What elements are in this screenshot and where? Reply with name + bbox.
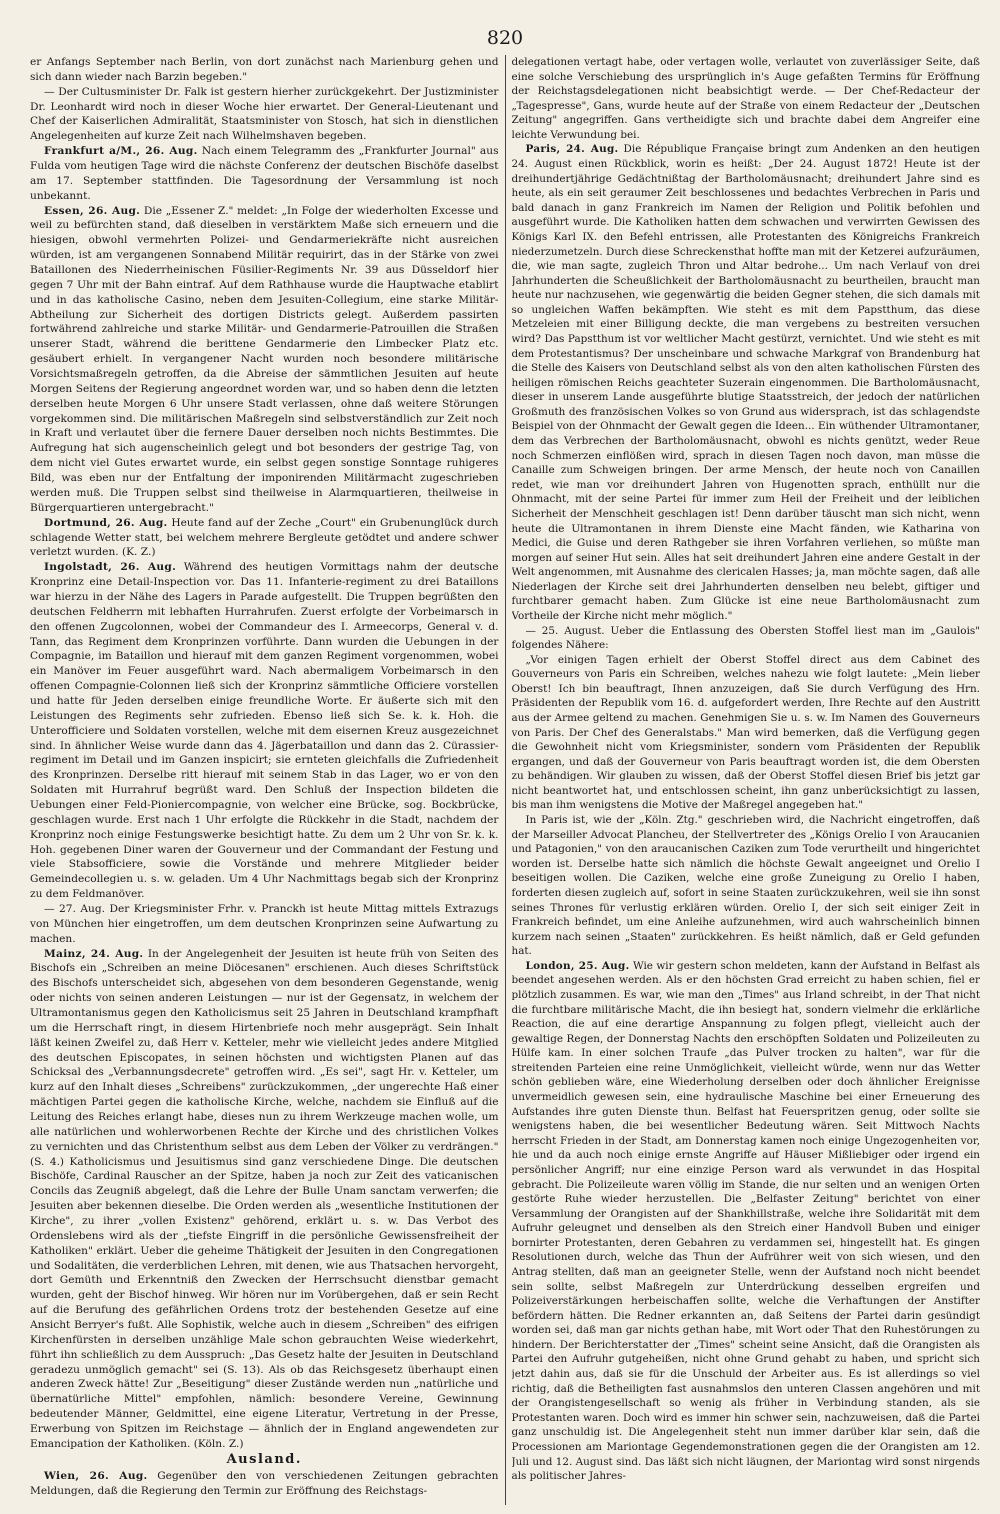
article-text: — 25. August. Ueber die Entlassung des Obersten Stoffel liest man im „Gaulois" folgendes Nähere: <box>511 624 980 652</box>
dateline: Essen, 26. Aug. <box>44 204 141 217</box>
article-paragraph <box>30 902 499 947</box>
article-text: — 27. Aug. Der Kriegsminister Frhr. v. Pranckh ist heute Mittag mittels Extrazugs von München hier eingetroffen, um dem deutschen Kronprinzen seine Aufwartung zu machen. <box>30 902 499 945</box>
dateline: Wien, 26. Aug. <box>44 1469 148 1482</box>
article-text: In Paris ist, wie der „Köln. Ztg." geschrieben wird, die Nachricht eingetroffen, daß der Marseiller Advocat Plancheu, der Stellvertreter des „Königs Orelio I von Araucanien und Patagonien," von den araucanischen Caziken zum Tode verurtheilt und hingerichtet worden ist. Derselbe hatte sich nämlich die höchste Gewalt angeeignet und Orelio I beseitigen wollen. Die Caziken, welche eine große Zuneigung zu Orelio I haben, forderten diesen zugleich auf, sofort in seine Staaten zurückzukehren, weil sie ihn sonst seines Thrones für verlustig erklären würden. Orelio I, der sich seit einiger Zeit in Frankreich befindet, um eine Anleihe aufzunehmen, wird auch wahrscheinlich binnen kurzem nach seinen „Staaten" zurückkehren. Es heißt nämlich, daß er Geld gefunden hat. <box>511 814 980 958</box>
right-column <box>512 55 981 1505</box>
article-paragraph <box>30 85 499 144</box>
article-paragraph <box>512 142 981 623</box>
article-text: In der Angelegenheit der Jesuiten ist heute früh von Seiten des Bischofs ein „Schreiben an meine Diöcesanen" erschienen. Auch dieses Schriftstück des Bischofs unterscheidet sich, abgesehen von dem besonderen Gegenstande, wenig oder nichts von seinen anderen Leistungen — nur ist der Gegensatz, in welchem der Ultramontanismus gegen den Katholicismus seit 25 Jahren in Deutschland krampfhaft um die Herrschaft ringt, in diesem Hirtenbriefe noch mehr ausgeprägt. Sein Inhalt läßt keinen Zweifel zu, daß Herr v. Ketteler, mehr wie vielleicht jedes andere Mitglied des deutschen Episcopates, in seinen höchsten und wichtigsten Planen auf das Schicksal des „Verbannungsdecrete" getroffen wird. „Es sei", sagt Hr. v. Ketteler, um kurz auf den Inhalt dieses „Schreibens" zurückzukommen, „der ungerechte Haß einer mächtigen Partei gegen die katholische Kirche, welche, nachdem sie Einfluß auf die Leitung des Reiches erlangt habe, dieses nun zu ihrem Werkzeuge machen wolle, um alle natürlichen und wohlerworbenen Rechte der Kirche und des christlichen Volkes zu vernichten und das Christenthum selbst aus dem Leben der Völker zu verdrängen." (S. 4.) Katholicismus und Jesuitismus sind ganz verschiedene Dinge. Die deutschen Bischöfe, Cardinal Rauscher an der Spitze, haben ja noch zur Zeit des vaticanischen Concils das Zeugniß abgelegt, daß die Lehre der Bulle Unam sanctam verwerfen; die Jesuiten aber bekennen dieselbe. Die Orden werden als „wesentliche Institutionen der Kirche", zu ihrer „vollen Existenz" gehörend, erklärt u. s. w. Das Verbot des Ordenslebens wird als der „tiefste Eingriff in die persönliche Gewissensfreiheit der Katholiken" erklärt. Ueber die geheime Thätigkeit der Jesuiten in den Congregationen und Sodalitäten, die verderblichen Lehren, mit denen, wie aus Thatsachen hervorgeht, dort Gemüth und Erkenntniß den Zwecken der Herrschsucht dienstbar gemacht wurden, geht der Bischof hinweg. Wir hören nur im Vorübergehen, daß er sein Recht auf die Berufung des gefährlichen Ordens trotz der bestehenden Gesetze auf eine Ansicht Berryer's fußt. Alle Sophistik, welche auch in diesem „Schreiben" des eifrigen Kirchenfürsten in derselben unzählige Male schon gebrauchten Weise wiederkehrt, führt ihn schließlich zu dem Ausspruch: „Das Gesetz halte der Jesuiten in Deutschland geradezu unmöglich gemacht" sei (S. 13). Als ob das Reichsgesetz überhaupt einen anderen Zweck hätte! Zur „Beseitigung" dieser Zustände werden nun „natürliche und übernatürliche Mittel" empfohlen, nämlich: besondere Vereine, Gewinnung bedeutender Männer, Geldmittel, eine eigene Literatur, Vertretung in der Presse, Erwerbung von Spitzen im Reichstage — ähnlich der in England angewendeten zur Emancipation der Katholiken. (Köln. Z.) <box>30 947 499 1450</box>
dateline: Ingolstadt, 26. Aug. <box>44 561 177 574</box>
section-heading: Ausland. <box>226 1451 302 1467</box>
article-paragraph <box>512 653 981 813</box>
article-text: delegationen vertagt habe, oder vertagen wolle, verlautet von zuverlässiger Seite, daß eine solche Verschiebung des ursprünglich in's Auge gefaßten Termins für Eröffnung der Reichstagsdelegationen nicht beabsichtigt werde. — Der Chef-Redacteur der „Tagespresse", Gans, wurde heute auf der Straße von einem Redacteur der „Deutschen Zeitung" angegriffen. Gans vertheidigte sich und brachte dabei dem Angreifer eine leichte Verwundung bei. <box>511 56 980 141</box>
article-text: Heute fand auf der Zeche „Court" ein Grubenunglück durch schlagende Wetter statt, bei welchem mehrere Bergleute getödtet und andere schwer verletzt wurden. (K. Z.) <box>30 516 499 559</box>
article-paragraph <box>30 204 499 516</box>
article-text: — Der Cultusminister Dr. Falk ist gestern hierher zurückgekehrt. Der Justizminister Dr. Leonhardt wird noch in dieser Woche hier erwartet. Der General-Lieutenant und Chef der Kaiserlichen Admiralität, Staatsminister von Stosch, hat sich in dienstlichen Angelegenheiten auf kurze Zeit nach Wilhelmshaven begeben. <box>30 85 499 143</box>
page-number: 820 <box>486 27 524 49</box>
article-paragraph <box>30 55 499 85</box>
article-paragraph <box>30 1469 499 1499</box>
dateline: Dortmund, 26. Aug. <box>44 516 168 529</box>
article-paragraph <box>512 55 981 142</box>
dateline: Mainz, 24. Aug. <box>44 947 144 960</box>
article-text: Gegenüber den von verschiedenen Zeitungen gebrachten Meldungen, daß die Regierung den Termin zur Eröffnung des Reichstags- <box>30 1469 499 1497</box>
left-column <box>30 55 499 1505</box>
article-paragraph <box>512 813 981 959</box>
article-paragraph <box>30 560 499 902</box>
article-text: Während des heutigen Vormittags nahm der deutsche Kronprinz eine Detail-Inspection vor. Das 11. Infanterie-regiment zu drei Bataillons war hierzu in der Nähe des Lagers in Parade aufgestellt. Die Truppen begrüßten den deutschen Feldherrn mit lebhaften Hurrahrufen. Zuerst erfolgte der Vorbeimarsch in den offenen Zugcolonnen, wobei der Commandeur des I. Armeecorps, General v. d. Tann, das Regiment dem Kronprinzen vorführte. Dann wurden die Uebungen in der Compagnie, im Bataillon und hierauf mit dem ganzen Regiment vorgenommen, wobei ein Manöver im Feuer ausgeführt ward. Nach abermaligem Vorbeimarsch in den offenen Compagnie-Colonnen ließ sich der Kronprinz sämmtliche Officiere vorstellen und hatte für Jeden derselben einige freundliche Worte. Er äußerte sich mit den Leistungen des Regiments sehr zufrieden. Ebenso ließ sich Se. k. k. Hoh. die Unterofficiere und Soldaten vorstellen, welche mit dem eisernen Kreuz ausgezeichnet sind. In ähnlicher Weise wurde dann das 4. Jägerbataillon und dann das 2. Cürassier-regiment im Detail und im Ganzen inspicirt; sie ernteten gleichfalls die Zufriedenheit des Kronprinzen. Derselbe ritt hierauf mit seinem Stab in das Lager, wo er von den Soldaten mit Hurrahruf begrüßt ward. Den Schluß der Inspection bildeten die Uebungen einer Feld-Pioniercompagnie, von welcher eine Brücke, sog. Bockbrücke, geschlagen wurde. Erst nach 1 Uhr erfolgte die Rückkehr in die Stadt, nachdem der Kronprinz noch einige Festungswerke besichtigt hatte. Zu dem um 2 Uhr von Sr. k. k. Hoh. gegebenen Diner waren der Gouverneur und der Commandant der Festung und viele Stabsofficiere, sowie die Vorstände und mehrere Mitglieder beider Gemeindecollegien u. s. w. geladen. Um 4 Uhr Nachmittags begab sich der Kronprinz zu dem Feldmanöver. <box>30 561 499 901</box>
article-paragraph <box>512 624 981 653</box>
dateline: Frankfurt a/M., 26. Aug. <box>44 145 198 158</box>
article-paragraph <box>30 947 499 1452</box>
article-paragraph <box>30 144 499 203</box>
article-paragraph <box>512 959 981 1484</box>
article-text: Nach einem Telegramm des „Frankfurter Journal" aus Fulda vom heutigen Tage wird die nächste Conferenz der deutschen Bischöfe daselbst am 17. September stattfinden. Die Tagesordnung der Versammlung ist noch unbekannt. <box>30 145 499 202</box>
dateline: London, 25. Aug. <box>525 959 630 972</box>
columns <box>30 55 980 1505</box>
article-text: Die République Française bringt zum Andenken an den heutigen 24. August einen Rückblick, worin es heißt: „Der 24. August 1872! Heute ist der dreihundertjährige Gedächtnißtag der Bartholomäusnacht; dreihundert Jahre sind es heute, als ein seit geraumer Zeit beschlossenes und bedachtes Verbrechen in Paris und bald danach in ganz Frankreich im Namen der Religion und Politik befohlen und ausgeführt wurde. Die Katholiken hatten dem schwachen und verwirrten Gewissen des Königs Karl IX. den Befehl entrissen, alle Protestanten des Königreichs Frankreich niederzumetzeln. Durch diese Schreckensthat hoffte man mit der Ketzerei aufzuräumen, die, wie man sagte, zugleich Thron und Altar bedrohe... Um nach Verlauf von drei Jahrhunderten die Scheußlichkeit der Bartholomäusnacht zu beurtheilen, braucht man heute nur nachzusehen, wie gegenwärtig die beiden Gegner stehen, die sich damals mit so ungleichen Waffen bekämpften. Wie steht es mit dem Papstthum, das diese Metzeleien mit einer Billigung deckte, die man vergebens zu bestreiten versuchen wird? Das Papstthum ist vor weltlicher Macht gestürzt, vernichtet. Und wie steht es mit dem Protestantismus? Der unscheinbare und schwache Markgraf von Brandenburg hat die Stelle des Kaisers von Deutschland selbst als von den alten katholischen Fürsten des heiligen römischen Reichs geachteter Suzerain eingenommen. Die Bartholomäusnacht, dieser in unserem Lande ausgeführte blutige Staatsstreich, der jedoch der natürlichen Großmuth des französischen Volkes so von Grund aus widersprach, ist das schlagendste Beispiel von der Ohnmacht der Gewalt gegen die Ideen... Ein wüthender Ultramontaner, dem das Verbrechen der Bartholomäusnacht, obwohl es nichts genützt, weder Reue noch Schmerzen einflößen wird, sprach in diesen Tagen noch davon, man müsse die Canaille zum Schweigen bringen. Der arme Mensch, der heute noch von Canaillen redet, wie man vor dreihundert Jahren von Hugenotten sprach, enthüllt nur die Ohnmacht, mit der seine Partei für immer zum Heil der Freiheit und der leiblichen Sicherheit der Menschheit geschlagen ist! Denn darüber täuscht man sich nicht, wenn heute die Ultramontanen in ihrem Dienste eine Macht fänden, wie Katharina von Medici, die Guise und deren Rathgeber sie ihren Vorfahren verliehen, so müßte man morgen auf seiner Hut sein. Alles hat seit dreihundert Jahren eine andere Gestalt in der Welt angenommen, mit Ausnahme des clericalen Hasses; ja, man möchte sagen, daß alle Niederlagen der Kirche seit drei Jahrhunderten denselben neu belebt, giftiger und furchtbarer gemacht haben. Zum Glücke ist eine neue Bartholomäusnacht zum Vortheile der Kirche nicht mehr möglich." <box>511 143 980 622</box>
article-paragraph <box>30 516 499 561</box>
article-text: „Vor einigen Tagen erhielt der Oberst Stoffel direct aus dem Cabinet des Gouverneurs von Paris ein Schreiben, welches nahezu wie folgt lautete: „Mein lieber Oberst! Ich bin beauftragt, Ihnen anzuzeigen, daß Sie durch Verfügung des Hrn. Präsidenten der Republik vom 16. d. aufgefordert werden, Ihre Rechte auf den Austritt aus der Armee geltend zu machen. Genehmigen Sie u. s. w. Im Namen des Gouverneurs von Paris. Der Chef des Generalstabs." Man wird bemerken, daß die Verfügung gegen die Gewohnheit nicht vom Kriegsminister, sondern vom Präsidenten der Republik ergangen, und daß der Gouverneur von Paris beauftragt worden ist, die dem Obersten zu behändigen. Wir glauben zu wissen, daß der Oberst Stoffel diesen Brief bis jetzt gar nicht beantwortet hat, und entschlossen scheint, ihn ganz unberücksichtigt zu lassen, bis man ihm wenigstens die Motive der Maßregel angegeben hat." <box>511 653 980 812</box>
dateline: Paris, 24. Aug. <box>525 143 619 156</box>
article-text: Die „Essener Z." meldet: „In Folge der wiederholten Excesse und weil zu befürchten stand, daß dieselben in verstärktem Maße sich erneuern und die hiesigen, obwohl vermehrten Polizei- und Gendarmeriekräfte nicht ausreichen würden, ist am vergangenen Sonnabend Militär requirirt, das in der Stärke von zwei Bataillonen des Niederrheinischen Füsilier-Regiments Nr. 39 aus Düsseldorf hier gegen 7 Uhr mit der Bahn eintraf. Auf dem Rathhause wurde die Hauptwache etablirt und in das katholische Casino, neben dem Jesuiten-Collegium, eine starke Militär-Abtheilung zur Sicherheit des dortigen Districts gelegt. Außerdem passirten fortwährend zahlreiche und starke Militär- und Gendarmerie-Patrouillen die Straßen unserer Stadt, während die berittene Gendarmerie den Limbecker Platz etc. gesäubert erhielt. In vergangener Nacht wurden noch besondere militärische Vorsichtsmaßregeln getroffen, da die Abreise der sämmtlichen Jesuiten auf heute Morgen Seitens der Regierung angeordnet worden war, und so haben denn die letzten derselben heute Morgen 6 Uhr unsere Stadt verlassen, ohne daß weitere Störungen vorgekommen sind. Die militärischen Maßregeln sind selbstverständlich zur Zeit noch in Kraft und verlautet über die fernere Dauer derselben noch nichts Bestimmtes. Die Aufregung hat sich augenscheinlich gelegt und bot besonders der gestrige Tag, von dem nicht viel Gutes erwartet wurde, ein selbst gegen sonstige Sonntage ruhigeres Bild, was eben nur der Entfaltung der imponirenden Militärmacht zugeschrieben werden muß. Die Truppen selbst sind theilweise in Alarmquartieren, theilweise in Bürgerquartieren untergebracht." <box>30 204 499 514</box>
column-divider <box>505 55 506 1505</box>
article-text: er Anfangs September nach Berlin, von dort zunächst nach Marienburg gehen und sich dann wieder nach Barzin begeben." <box>30 56 499 83</box>
article-text: Wie wir gestern schon meldeten, kann der Aufstand in Belfast als beendet angesehen werden. Als er den höchsten Grad erreicht zu haben schien, fiel er plötzlich zusammen. Es war, wie man den „Times" aus Irland schreibt, in der That nicht die furchtbare militärische Macht, die ihn besiegt hat, sondern vielmehr die erklärliche Reaction, die auf eine derartige Anspannung zu folgen pflegt, vielleicht auch der gewaltige Regen, der Donnerstag Nachts den erschöpften Soldaten und Polizeileuten zu Hülfe kam. In einer solchen Traufe „das Pulver trocken zu halten", war für die streitenden Parteien eine reine Unmöglichkeit, vielleicht würde, wenn nur das Wetter schön geblieben wäre, eine Wiederholung derselben oder doch ähnlicher Ereignisse unvermeidlich gewesen sein, eine hydraulische Maschine bei einer Erneuerung des Aufstandes ihre guten Dienste thun. Belfast hat Feuerspritzen genug, oder sollte sie wenigstens haben, die bei wesentlicher Bedeutung wären. Seit Mittwoch Nachts herrscht Frieden in der Stadt, am Donnerstag kamen noch einige Ungezogenheiten vor, hie und da auch noch einige ernste Angriffe auf Häuser Mißliebiger oder irgend ein persönlicher Angriff; nur eine einzige Person ward als verwundet in das Hospital gebracht. Die Polizeileute waren völlig im Stande, die nur selten und an wenigen Orten gestörte Ruhe wieder herzustellen. Die „Belfaster Zeitung" berichtet von einer Versammlung der Orangisten auf der Shankhillstraße, welche ihre Solidarität mit dem Aufruhr geleugnet und denselben als den Streich einer Handvoll Buben und einiger bornirter Protestanten, deren Gebahren zu verdammen sei, hingestellt hat. Es gingen Resolutionen durch, welche das Thun der Aufrührer weit von sich wiesen, und den Antrag stellten, daß man an geeigneter Stelle, wenn der Aufstand noch nicht beendet sein sollte, selbst Maßregeln zur Unterdrückung desselben ergreifen und Polizeiverstärkungen herbeischaffen sollte, welche die Verhaftungen der Anstifter befördern hätten. Die Redner erkannten an, daß Seitens der Partei darin gesündigt worden sei, daß man gar nichts gethan habe, mit Wort oder That den Ruhestörungen zu hindern. Der Berichterstatter der „Times" scheint seine Ansicht, daß die Orangisten als Partei den Aufruhr gutgeheißen, nicht ohne Grund gehabt zu haben, und spricht sich jetzt dahin aus, daß sie für die Unschuld der Arbeiter aus. Es ist allerdings so viel richtig, daß die Betheiligten fast ausnahmslos den unteren Classen angehören und mit der Orangistengesellschaft so wenig als früher in Verbindung standen, als sie Protestanten waren. Doch wird es immer hin schwer sein, nachzuweisen, daß die Partei ganz unschuldig ist. Die Angelegenheit steht nun immer darüber klar sein, daß die Processionen am Mariontage Gegendemonstrationen gegen die der Orangisten am 12. Juli und 12. August sind. Das läßt sich nicht läugnen, der Mariontag wird sonst nirgends als politischer Jahres- <box>511 959 980 1483</box>
